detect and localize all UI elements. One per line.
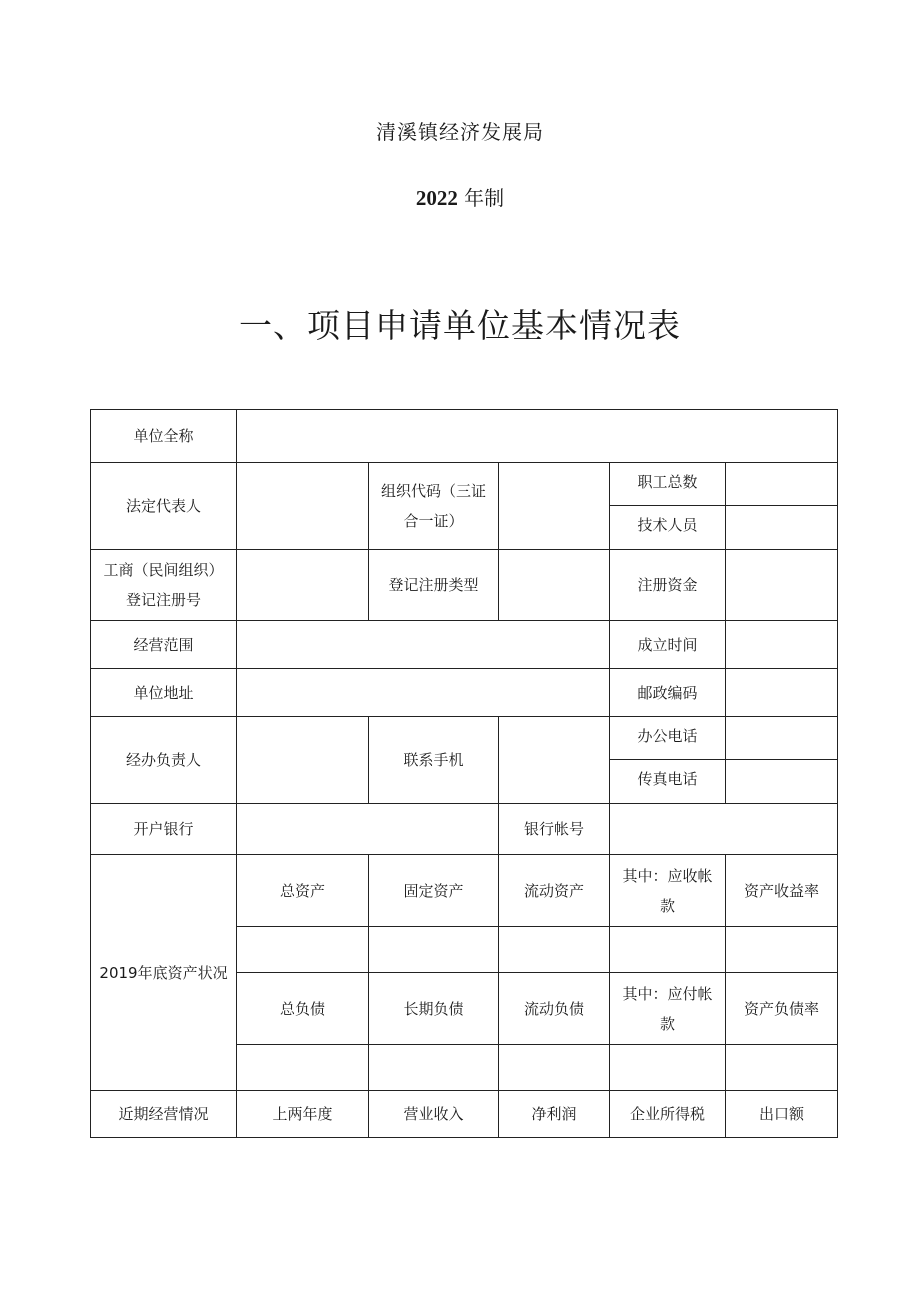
label-last-two-years: 上两年度	[237, 1091, 369, 1138]
receivables-line2: 款	[659, 896, 675, 915]
field-biz-reg[interactable]	[237, 550, 369, 621]
label-mobile: 联系手机	[369, 717, 499, 804]
label-total-liabilities: 总负债	[237, 973, 369, 1045]
field-bank-account[interactable]	[610, 804, 838, 855]
label-total-assets: 总资产	[237, 855, 369, 927]
label-fax: 传真电话	[610, 760, 726, 804]
field-mobile[interactable]	[499, 717, 610, 804]
field-address[interactable]	[237, 669, 610, 717]
label-biz-reg	[91, 550, 237, 621]
field-debt-ratio[interactable]	[726, 1045, 838, 1091]
label-fixed-assets: 固定资产	[369, 855, 499, 927]
field-total-staff[interactable]	[726, 463, 838, 506]
label-org-code	[369, 463, 499, 550]
org-code-line1: 组织代码（三证	[380, 482, 486, 500]
field-return-on-assets[interactable]	[726, 927, 838, 973]
payables-line2: 款	[659, 1014, 675, 1033]
field-total-assets[interactable]	[237, 927, 369, 973]
label-assets-section: 2019年底资产状况	[91, 855, 237, 1091]
field-business-scope[interactable]	[237, 621, 610, 669]
applicant-info-table	[90, 409, 838, 1138]
field-office-phone[interactable]	[726, 717, 838, 760]
field-current-liabilities[interactable]	[499, 1045, 610, 1091]
field-fax[interactable]	[726, 760, 838, 804]
field-postal-code[interactable]	[726, 669, 838, 717]
field-tech-staff[interactable]	[726, 506, 838, 550]
label-address: 单位地址	[91, 669, 237, 717]
label-return-on-assets: 资产收益率	[726, 855, 838, 927]
page-title: 一、项目申请单位基本情况表	[239, 306, 681, 345]
field-current-assets[interactable]	[499, 927, 610, 973]
label-reg-type: 登记注册类型	[369, 550, 499, 621]
label-postal-code: 邮政编码	[610, 669, 726, 717]
label-receivables	[610, 855, 726, 927]
label-long-term-liabilities: 长期负债	[369, 973, 499, 1045]
label-founded-date: 成立时间	[610, 621, 726, 669]
year-suffix: 年制	[464, 186, 505, 210]
label-income-tax: 企业所得税	[610, 1091, 726, 1138]
field-reg-capital[interactable]	[726, 550, 838, 621]
year-number: 2022	[415, 186, 458, 210]
field-founded-date[interactable]	[726, 621, 838, 669]
label-bank-account: 银行帐号	[499, 804, 610, 855]
label-tech-staff: 技术人员	[610, 506, 726, 550]
label-bank: 开户银行	[91, 804, 237, 855]
label-business-scope: 经营范围	[91, 621, 237, 669]
label-debt-ratio: 资产负债率	[726, 973, 838, 1045]
biz-reg-line2: 登记注册号	[125, 591, 201, 609]
payables-line1: 其中：应付帐	[622, 984, 713, 1003]
label-export-value: 出口额	[726, 1091, 838, 1138]
label-total-staff: 职工总数	[610, 463, 726, 506]
receivables-line1: 其中：应收帐	[622, 866, 713, 885]
field-payables[interactable]	[610, 1045, 726, 1091]
label-net-profit: 净利润	[499, 1091, 610, 1138]
field-legal-rep[interactable]	[237, 463, 369, 550]
field-fixed-assets[interactable]	[369, 927, 499, 973]
year-made	[0, 182, 920, 211]
field-bank[interactable]	[237, 804, 499, 855]
field-org-code[interactable]	[499, 463, 610, 550]
label-contact-person: 经办负责人	[91, 717, 237, 804]
label-legal-rep: 法定代表人	[91, 463, 237, 550]
field-reg-type[interactable]	[499, 550, 610, 621]
field-receivables[interactable]	[610, 927, 726, 973]
label-current-assets: 流动资产	[499, 855, 610, 927]
issuer-name: 清溪镇经济发展局	[376, 120, 544, 144]
label-unit-full-name: 单位全称	[91, 410, 237, 463]
label-recent-operations: 近期经营情况	[91, 1091, 237, 1138]
label-revenue: 营业收入	[369, 1091, 499, 1138]
org-code-line2: 合一证）	[403, 512, 464, 530]
label-current-liabilities: 流动负债	[499, 973, 610, 1045]
field-unit-full-name[interactable]	[237, 410, 838, 463]
label-reg-capital: 注册资金	[610, 550, 726, 621]
biz-reg-line1: 工商（民间组织）	[103, 561, 224, 579]
label-office-phone: 办公电话	[610, 717, 726, 760]
field-total-liabilities[interactable]	[237, 1045, 369, 1091]
label-payables	[610, 973, 726, 1045]
field-long-term-liabilities[interactable]	[369, 1045, 499, 1091]
field-contact-person[interactable]	[237, 717, 369, 804]
